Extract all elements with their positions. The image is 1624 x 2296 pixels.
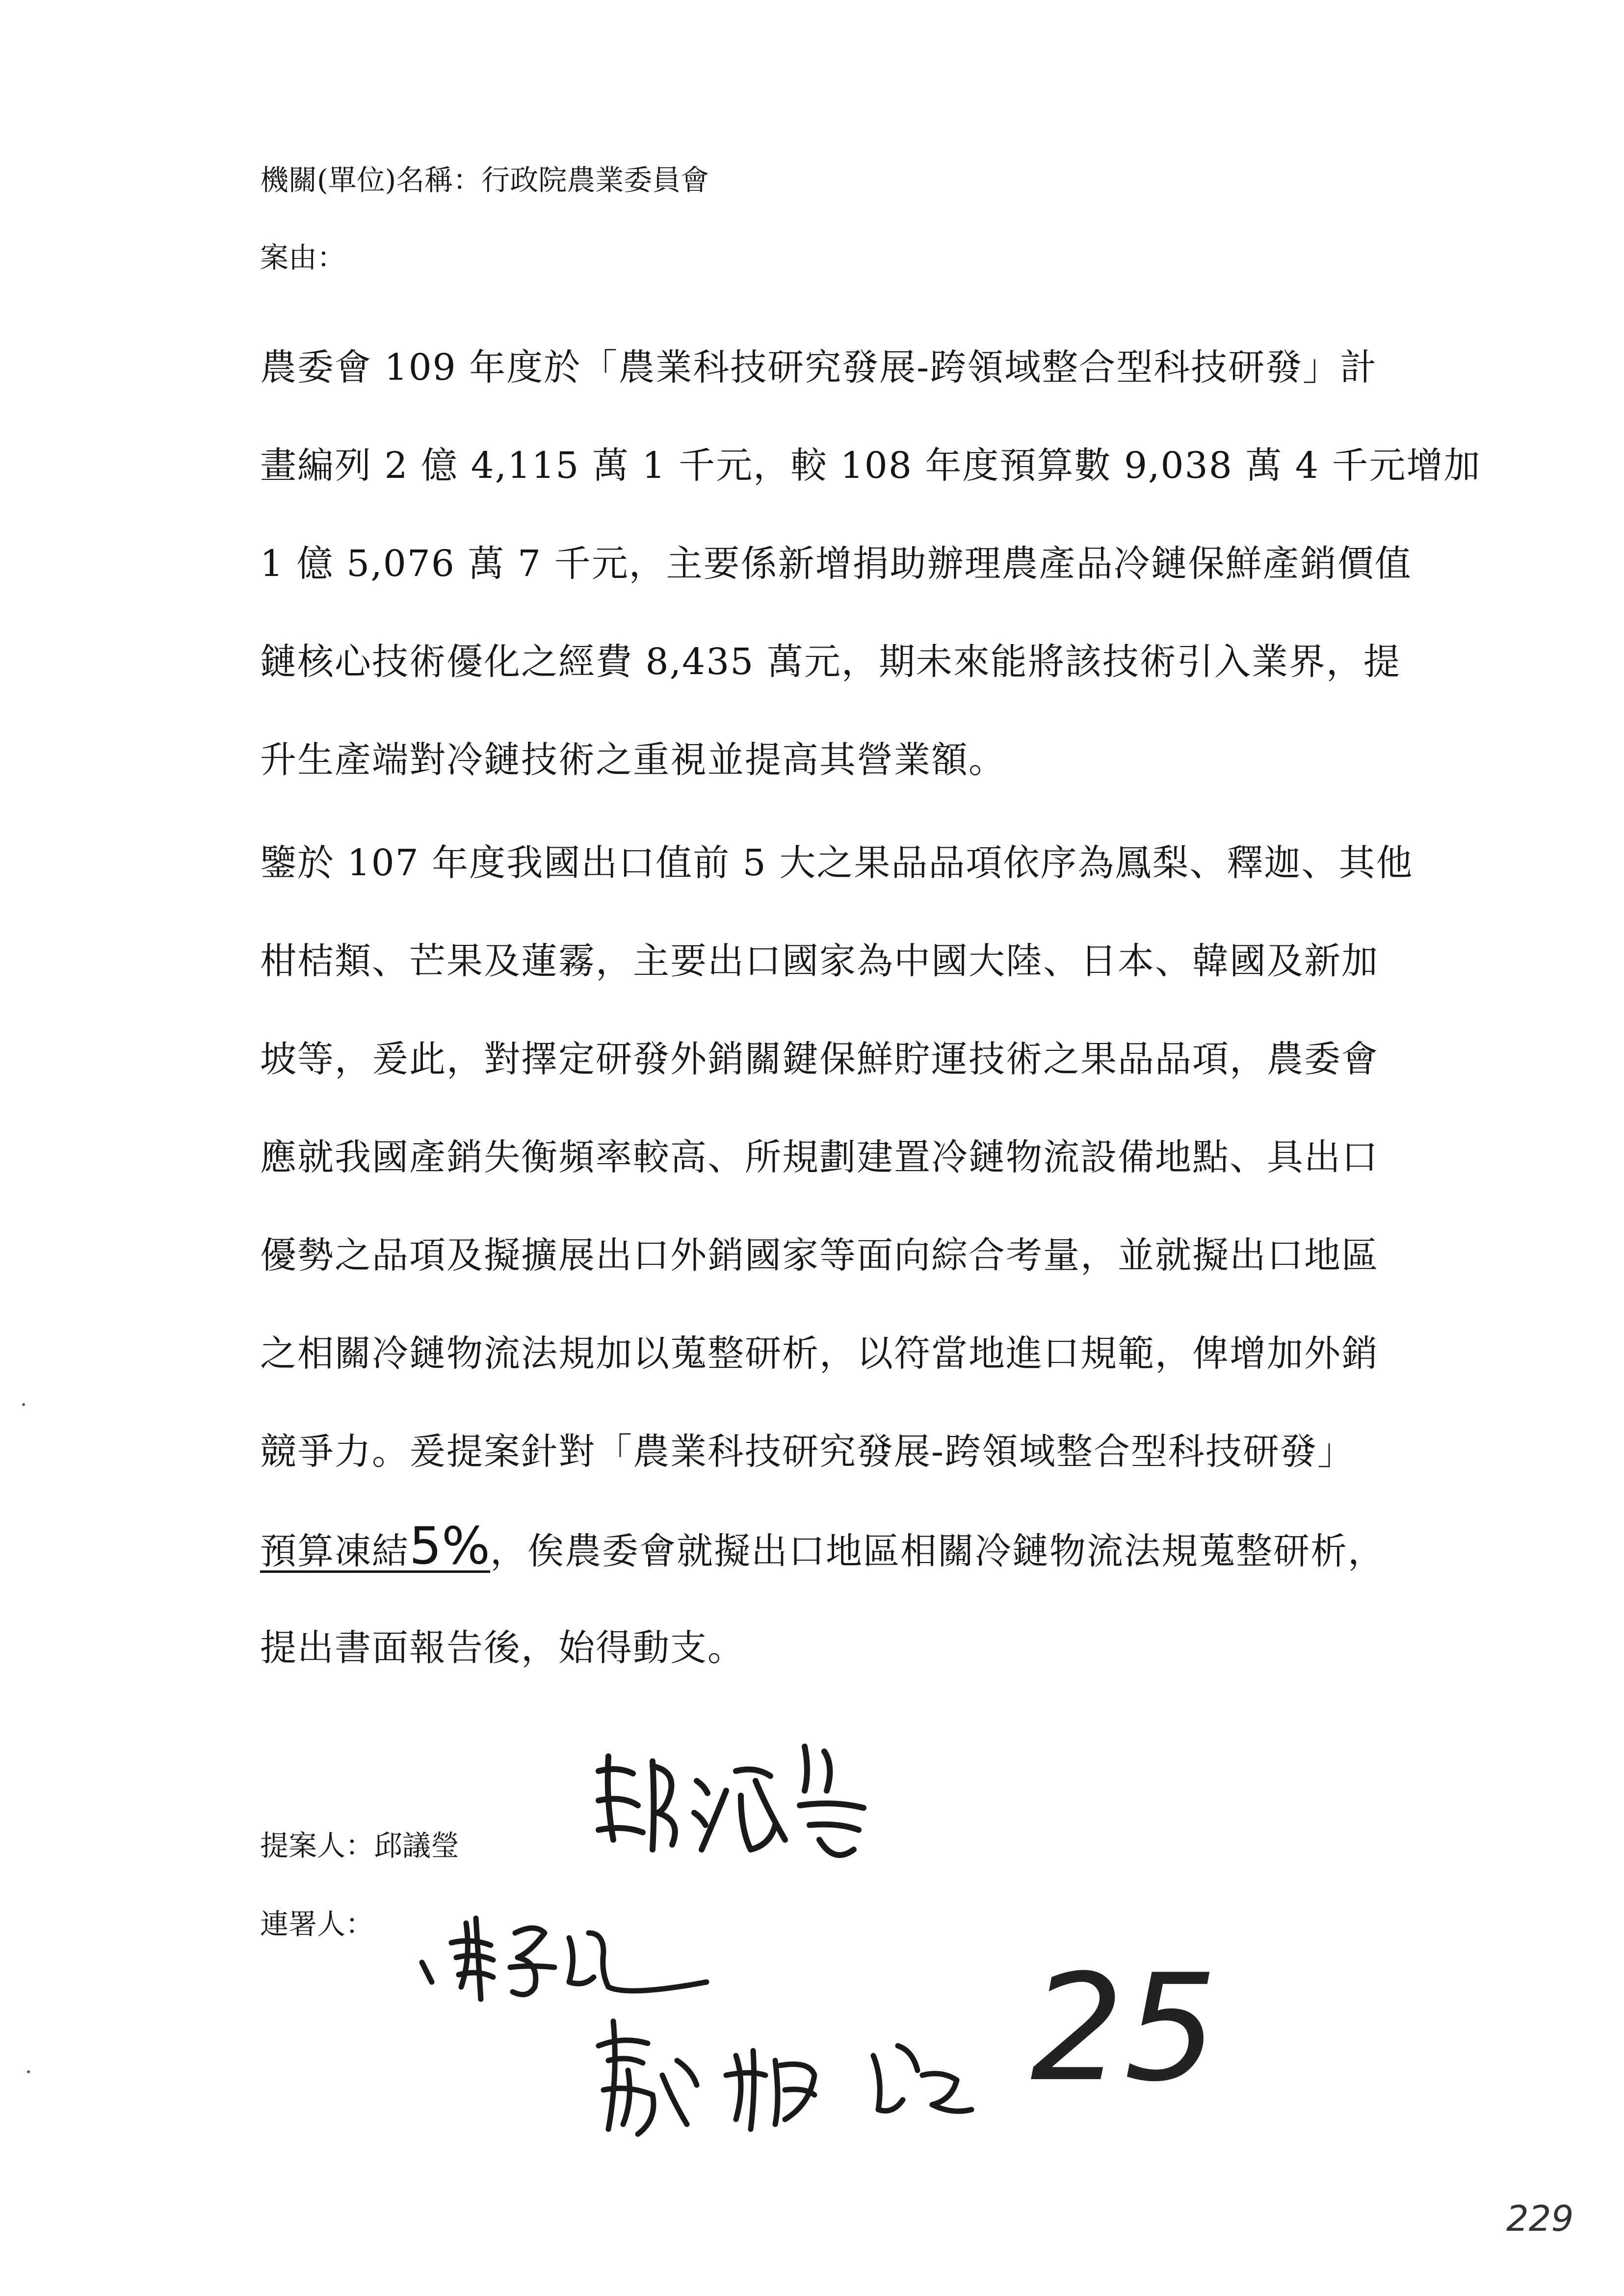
- page-number: 229: [1506, 2198, 1574, 2239]
- case-label: 案由：: [260, 241, 346, 274]
- paragraph1-line: 畫編列 2 億 4,115 萬 1 千元，較 108 年度預算數 9,038 萬 4 千元增加: [260, 444, 1481, 487]
- scan-speck: [27, 2070, 30, 2073]
- paragraph2-line: 應就我國產銷失衡頻率較高、所規劃建置冷鏈物流設備地點、具出口: [260, 1136, 1379, 1178]
- paragraph1-line: 1 億 5,076 萬 7 千元，主要係新增捐助辦理農產品冷鏈保鮮產銷價值: [260, 543, 1412, 585]
- proposer-signature: [579, 1727, 883, 1874]
- paragraph2-line: 柑桔類、芒果及蓮霧，主要出口國家為中國大陸、日本、韓國及新加: [260, 940, 1379, 982]
- paragraph2-line: 之相關冷鏈物流法規加以蒐整研析，以符當地進口規範，俾增加外銷: [260, 1332, 1379, 1375]
- handwritten-percent: 5%: [409, 1516, 490, 1576]
- freeze-suffix: ，俟農委會就擬出口地區相關冷鏈物流法規蒐整研析，: [490, 1530, 1385, 1572]
- paragraph2-line: 鑒於 107 年度我國出口值前 5 大之果品品項依序為鳳梨、釋迦、其他: [260, 842, 1414, 884]
- agency-label: 機關(單位)名稱：行政院農業委員會: [260, 163, 709, 197]
- freeze-line: [260, 1516, 1385, 1576]
- freeze-prefix: 預算凍結: [260, 1530, 409, 1572]
- paragraph2-line: 優勢之品項及擬擴展出口外銷國家等面向綜合考量，並就擬出口地區: [260, 1234, 1379, 1277]
- cosigner-signature: [412, 1904, 726, 2011]
- paragraph2-last-line: 提出書面報告後，始得動支。: [260, 1627, 745, 1669]
- cosigner-label: 連署人：: [260, 1907, 374, 1941]
- cosigner-signature: [579, 2002, 1030, 2149]
- freeze-clause: [260, 1516, 490, 1576]
- paragraph1-line: 升生產端對冷鏈技術之重視並提高其營業額。: [260, 739, 1006, 781]
- proposer-label: 提案人：邱議瑩: [260, 1829, 460, 1862]
- paragraph2-line: 坡等，爰此，對擇定研發外銷關鍵保鮮貯運技術之果品品項，農委會: [260, 1038, 1379, 1080]
- paragraph1-line: 農委會 109 年度於「農業科技研究發展-跨領域整合型科技研發」計: [260, 346, 1378, 389]
- paragraph2-line: 競爭力。爰提案針對「農業科技研究發展-跨領域整合型科技研發」: [260, 1431, 1355, 1473]
- scan-speck: [22, 1403, 25, 1406]
- handwritten-number: 25: [1030, 1943, 1218, 2114]
- paragraph1-line: 鏈核心技術優化之經費 8,435 萬元，期未來能將該技術引入業界，提: [260, 641, 1401, 683]
